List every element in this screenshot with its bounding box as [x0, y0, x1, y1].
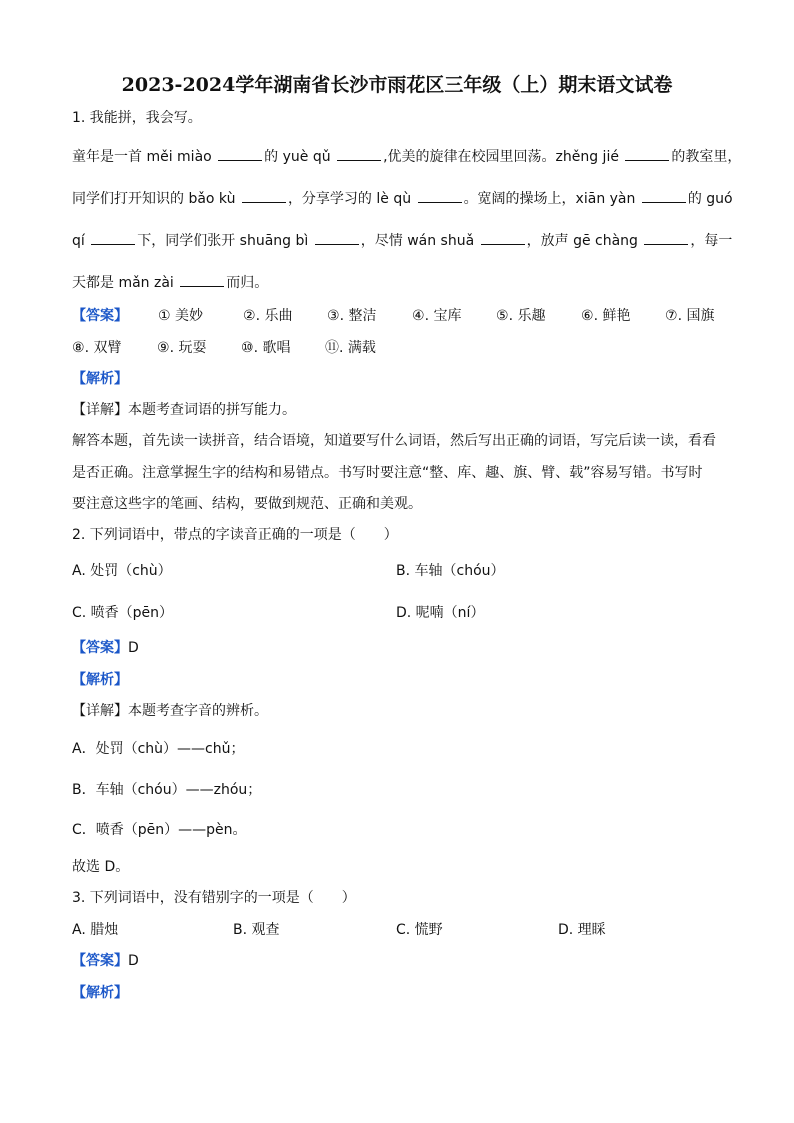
answer-text: . 歌唱: [253, 340, 291, 356]
q3-option-a: A. 腊烛: [72, 922, 119, 938]
passage-text: ，分享学习的 lè qù: [287, 191, 416, 207]
answer-item: [665, 306, 714, 326]
answer-blank: [337, 146, 381, 161]
circled-number: ⑩: [241, 340, 254, 356]
answer-blank: [644, 230, 688, 245]
passage-text: ，放声 gē chàng: [526, 233, 643, 249]
answer-item: [327, 306, 376, 326]
passage-text: 。宽阔的操场上，xiān yàn: [463, 191, 640, 207]
q3-option-b: B. 观查: [233, 922, 280, 938]
q2-option-a: A. 处罚（chù）: [72, 563, 172, 579]
answer-text: . 满载: [339, 340, 376, 356]
passage-text: ，每一: [690, 233, 733, 249]
analysis-line: A．处罚（chù）——chǔ；: [72, 741, 245, 757]
answer-label: 【答案】: [72, 308, 128, 324]
answer-blank: [242, 188, 286, 203]
answer-blank: [218, 146, 262, 161]
passage-text: 同学们打开知识的 bǎo kù: [72, 191, 240, 207]
q3-option-d: D. 理睬: [558, 922, 606, 938]
detail-label: 【详解】: [72, 703, 128, 719]
circled-number: ④: [412, 308, 425, 324]
circled-number: ②: [243, 308, 256, 324]
answer-item: [496, 306, 545, 326]
q1-passage-line-3: [72, 230, 732, 251]
passage-text: 下，同学们张开 shuāng bì: [137, 233, 313, 249]
page-title: 2023-2024学年湖南省长沙市雨花区三年级（上）期末语文试卷: [121, 74, 673, 96]
answer-text: . 整洁: [339, 308, 377, 324]
answer-blank: [418, 188, 462, 203]
detail-text: 本题考查词语的拼写能力。: [128, 402, 296, 418]
passage-text: 的 guó: [687, 191, 733, 207]
answer-text: . 玩耍: [169, 340, 207, 356]
q3-stem: 3. 下列词语中，没有错别字的一项是（ ）: [72, 890, 356, 906]
answer-item: [412, 306, 461, 326]
circled-number: ⑨: [157, 340, 170, 356]
q3-option-c: C. 慌野: [396, 922, 443, 938]
answer-text: . 宝库: [424, 308, 462, 324]
answer-label: 【答案】: [72, 953, 128, 969]
detail-label: 【详解】: [72, 402, 128, 418]
passage-text: 童年是一首 měi miào: [72, 149, 217, 165]
answer-item: [581, 306, 630, 326]
circled-number: ⑧: [72, 340, 85, 356]
circled-number: ⑪: [325, 340, 339, 356]
q3-answer: [72, 951, 139, 971]
circled-number: ⑦: [665, 308, 678, 324]
explain-line: 要注意这些字的笔画、结构，要做到规范、正确和美观。: [72, 496, 422, 512]
answer-item: [241, 338, 290, 358]
explain-line: 解答本题，首先读一读拼音，结合语境，知道要写什么词语，然后写出正确的词语，写完后读一读，看看: [72, 433, 716, 449]
analysis-label: 【解析】: [72, 371, 128, 387]
q1-passage-line-4: [72, 272, 268, 293]
detail-text: 本题考查字音的辨析。: [128, 703, 268, 719]
answer-value: D: [128, 953, 139, 969]
analysis-line: C．喷香（pēn）——pèn。: [72, 822, 247, 838]
answer-blank: [180, 272, 224, 287]
answer-text: . 双臂: [84, 340, 122, 356]
answer-item: [72, 338, 121, 358]
passage-text: 天都是 mǎn zài: [72, 275, 179, 291]
circled-number: ⑥: [581, 308, 594, 324]
q2-answer: [72, 638, 139, 658]
analysis-label: 【解析】: [72, 672, 128, 688]
circled-number: ①: [158, 308, 171, 324]
passage-text: ,优美的旋律在校园里回荡。zhěng jié: [383, 149, 624, 165]
answer-text: . 鲜艳: [593, 308, 631, 324]
answer-item: [243, 306, 292, 326]
analysis-label: 【解析】: [72, 985, 128, 1001]
passage-text: 的教室里，: [671, 149, 742, 165]
answer-value: D: [128, 640, 139, 656]
answer-item: [325, 338, 376, 358]
circled-number: ⑤: [496, 308, 509, 324]
passage-text: ，尽情 wán shuǎ: [360, 233, 479, 249]
q1-stem: 1. 我能拼，我会写。: [72, 110, 202, 126]
answer-text: 美妙: [175, 308, 204, 324]
explain-line: 是否正确。注意掌握生字的结构和易错点。书写时要注意“整、库、趣、旗、臂、载”容易写错。书写时: [72, 465, 703, 481]
answer-blank: [642, 188, 686, 203]
passage-text: 的 yuè qǔ: [264, 149, 336, 165]
analysis-line: 故选 D。: [72, 859, 130, 875]
answer-blank: [481, 230, 525, 245]
answer-blank: [91, 230, 135, 245]
circled-number: ③: [327, 308, 340, 324]
detail-line: [72, 701, 268, 721]
answer-label: 【答案】: [72, 640, 128, 656]
detail-line: [72, 400, 296, 420]
answer-blank: [625, 146, 669, 161]
answer-item: [157, 338, 206, 358]
answer-text: . 乐趣: [508, 308, 546, 324]
passage-text: qí: [72, 233, 90, 249]
q2-option-c: C. 喷香（pēn）: [72, 605, 174, 621]
answer-blank: [315, 230, 359, 245]
q1-passage-line-2: [72, 188, 733, 209]
analysis-line: B．车轴（chóu）——zhóu；: [72, 782, 262, 798]
passage-text: 而归。: [226, 275, 269, 291]
answer-text: . 乐曲: [255, 308, 293, 324]
answer-item: [158, 306, 203, 326]
q2-stem: 2. 下列词语中，带点的字读音正确的一项是（ ）: [72, 527, 398, 543]
q2-option-b: B. 车轴（chóu）: [396, 563, 505, 579]
answer-text: . 国旗: [677, 308, 715, 324]
q2-option-d: D. 呢喃（ní）: [396, 605, 485, 621]
q1-passage-line-1: [72, 146, 741, 167]
